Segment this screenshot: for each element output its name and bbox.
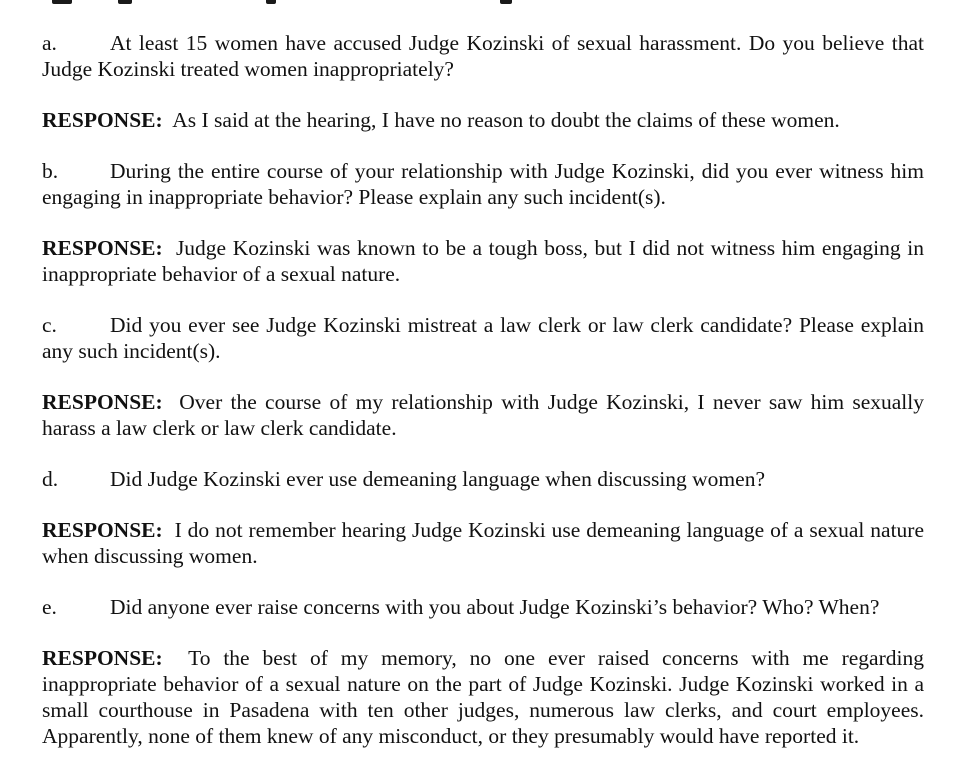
response-a: [42, 107, 924, 133]
question-letter: e.: [42, 595, 57, 619]
response-label: RESPONSE:: [42, 108, 163, 132]
response-b: [42, 235, 924, 287]
question-text: During the entire course of your relationship with Judge Kozinski, did you ever witness him engaging in inappropriate behavior? Please explain any such incident(s).: [42, 159, 924, 209]
response-d: [42, 517, 924, 569]
question-c: [42, 312, 924, 364]
response-text: Over the course of my relationship with Judge Kozinski, I never saw him sexually harass a law clerk or law clerk candidate.: [42, 390, 925, 440]
question-a: [42, 30, 924, 82]
question-e: [42, 594, 924, 620]
response-text: To the best of my memory, no one ever raised concerns with me regarding inappropriate behavior of a sexual nature on the part of Judge Kozinski. Judge Kozinski worked in a small courthouse in Pasadena with ten other judges, numerous law clerks, and court employees. Apparently, none of them knew of any misconduct, or they presumably would have reported it.: [42, 646, 924, 748]
question-d: [42, 466, 924, 492]
cropped-heading-fragment: [0, 0, 980, 10]
response-label: RESPONSE:: [42, 390, 163, 414]
question-letter: b.: [42, 159, 59, 183]
question-text: Did anyone ever raise concerns with you about Judge Kozinski’s behavior? Who? When?: [110, 595, 880, 619]
questions-and-responses: [42, 30, 924, 774]
question-letter: d.: [42, 467, 59, 491]
question-text: Did you ever see Judge Kozinski mistreat a law clerk or law clerk candidate? Please explain any such incident(s).: [42, 313, 924, 363]
question-letter: c.: [42, 313, 57, 337]
response-e: [42, 645, 924, 749]
response-text: I do not remember hearing Judge Kozinski use demeaning language of a sexual nature when discussing women.: [42, 518, 924, 568]
question-letter: a.: [42, 31, 57, 55]
question-text: Did Judge Kozinski ever use demeaning language when discussing women?: [110, 467, 765, 491]
response-label: RESPONSE:: [42, 646, 163, 670]
question-b: [42, 158, 924, 210]
response-label: RESPONSE:: [42, 518, 163, 542]
question-text: At least 15 women have accused Judge Kozinski of sexual harassment. Do you believe that Judge Kozinski treated women inappropriately?: [42, 31, 924, 81]
response-text: As I said at the hearing, I have no reason to doubt the claims of these women.: [172, 108, 840, 132]
response-c: [42, 389, 924, 441]
response-label: RESPONSE:: [42, 236, 163, 260]
response-text: Judge Kozinski was known to be a tough boss, but I did not witness him engaging in inappropriate behavior of a sexual nature.: [42, 236, 924, 286]
